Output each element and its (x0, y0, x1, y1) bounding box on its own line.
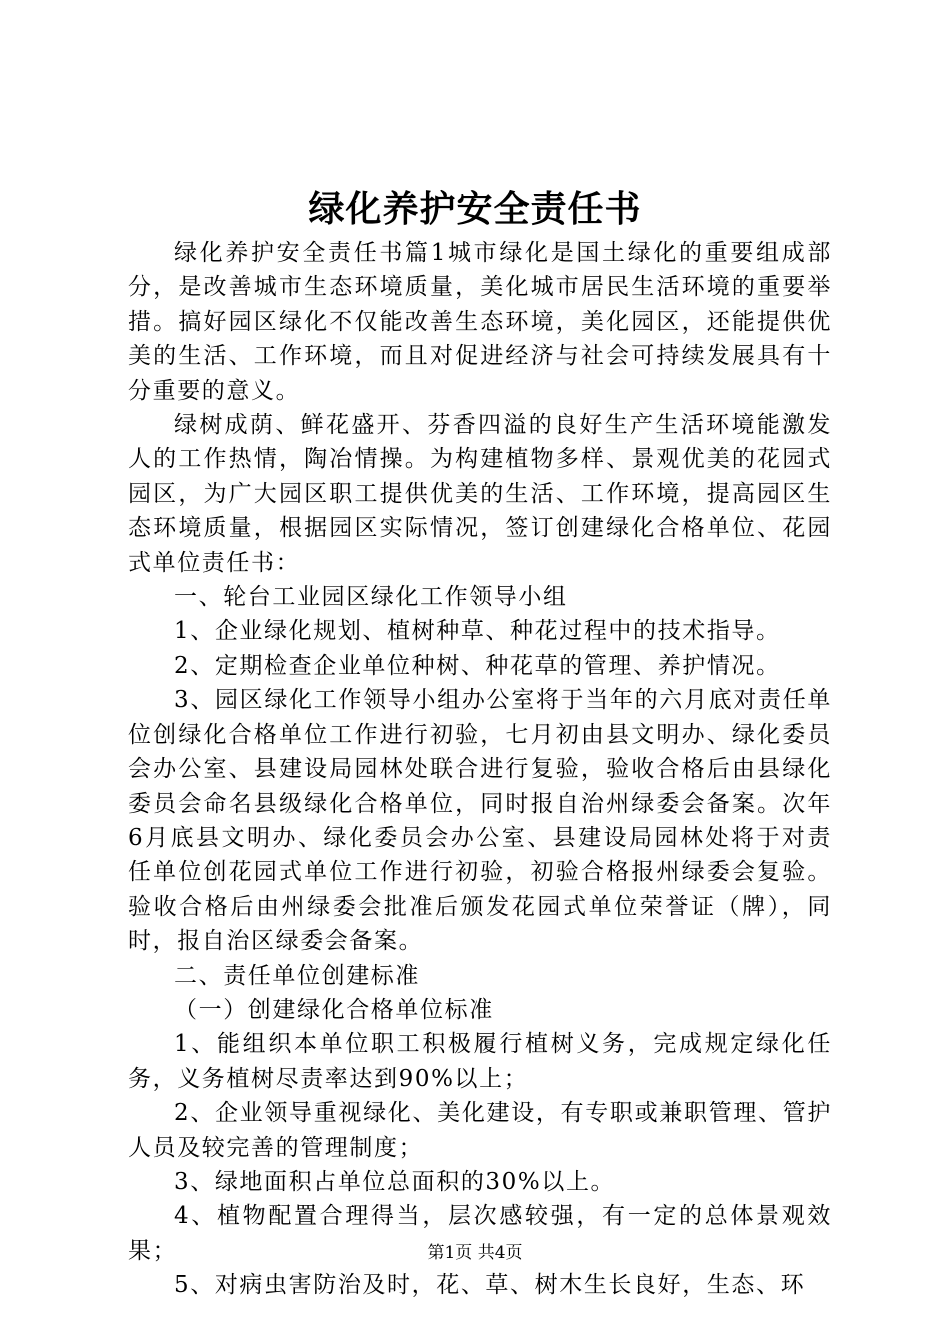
list-item: 3、绿地面积占单位总面积的30%以上。 (174, 1168, 616, 1195)
page-footer: 第1页 共4页 (427, 1243, 523, 1263)
document-body (128, 236, 832, 1303)
document-title: 绿化养护安全责任书 (308, 188, 642, 230)
list-item: 3、园区绿化工作领导小组办公室将于当年的六月底对责任单位创绿化合格单位工作进行初验，七月初由县文明办、绿化委员会办公室、县建设局园林处联合进行复验，验收合格后由县绿化委员会命名县级绿化合格单位，同时报自治州绿委会备案。次年6月底县文明办、绿化委员会办公室、县建设局园林处将于对责任单位创花园式单位工作进行初验，初验合格报州绿委会复验。验收合格后由州绿委会批准后颁发花园式单位荣誉证（牌），同时，报自治区绿委会备案。 (128, 687, 832, 955)
list-item: 2、企业领导重视绿化、美化建设，有专职或兼职管理、管护人员及较完善的管理制度； (128, 1100, 832, 1161)
section-heading: 一、轮台工业园区绿化工作领导小组 (174, 584, 568, 611)
subsection-heading: （一）创建绿化合格单位标准 (174, 996, 494, 1023)
list-item: 5、对病虫害防治及时，花、草、树木生长良好，生态、环 (174, 1272, 806, 1299)
section-heading: 二、责任单位创建标准 (174, 962, 420, 989)
paragraph: 绿树成荫、鲜花盛开、芬香四溢的良好生产生活环境能激发人的工作热情，陶冶情操。为构建植物多样、景观优美的花园式园区，为广大园区职工提供优美的生活、工作环境，提高园区生态环境质量，根据园区实际情况，签订创建绿化合格单位、花园式单位责任书： (128, 412, 832, 576)
list-item: 2、定期检查企业单位种树、种花草的管理、养护情况。 (174, 652, 781, 679)
list-item: 4、植物配置合理得当，层次感较强，有一定的总体景观效果； (128, 1203, 832, 1264)
paragraph: 绿化养护安全责任书篇1城市绿化是国土绿化的重要组成部分，是改善城市生态环境质量，美化城市居民生活环境的重要举措。搞好园区绿化不仅能改善生态环境，美化园区，还能提供优美的生活、工作环境，而且对促进经济与社会可持续发展具有十分重要的意义。 (128, 240, 832, 404)
list-item: 1、企业绿化规划、植树种草、种花过程中的技术指导。 (174, 618, 781, 645)
list-item: 1、能组织本单位职工积极履行植树义务，完成规定绿化任务，义务植树尽责率达到90%以上； (128, 1031, 832, 1092)
